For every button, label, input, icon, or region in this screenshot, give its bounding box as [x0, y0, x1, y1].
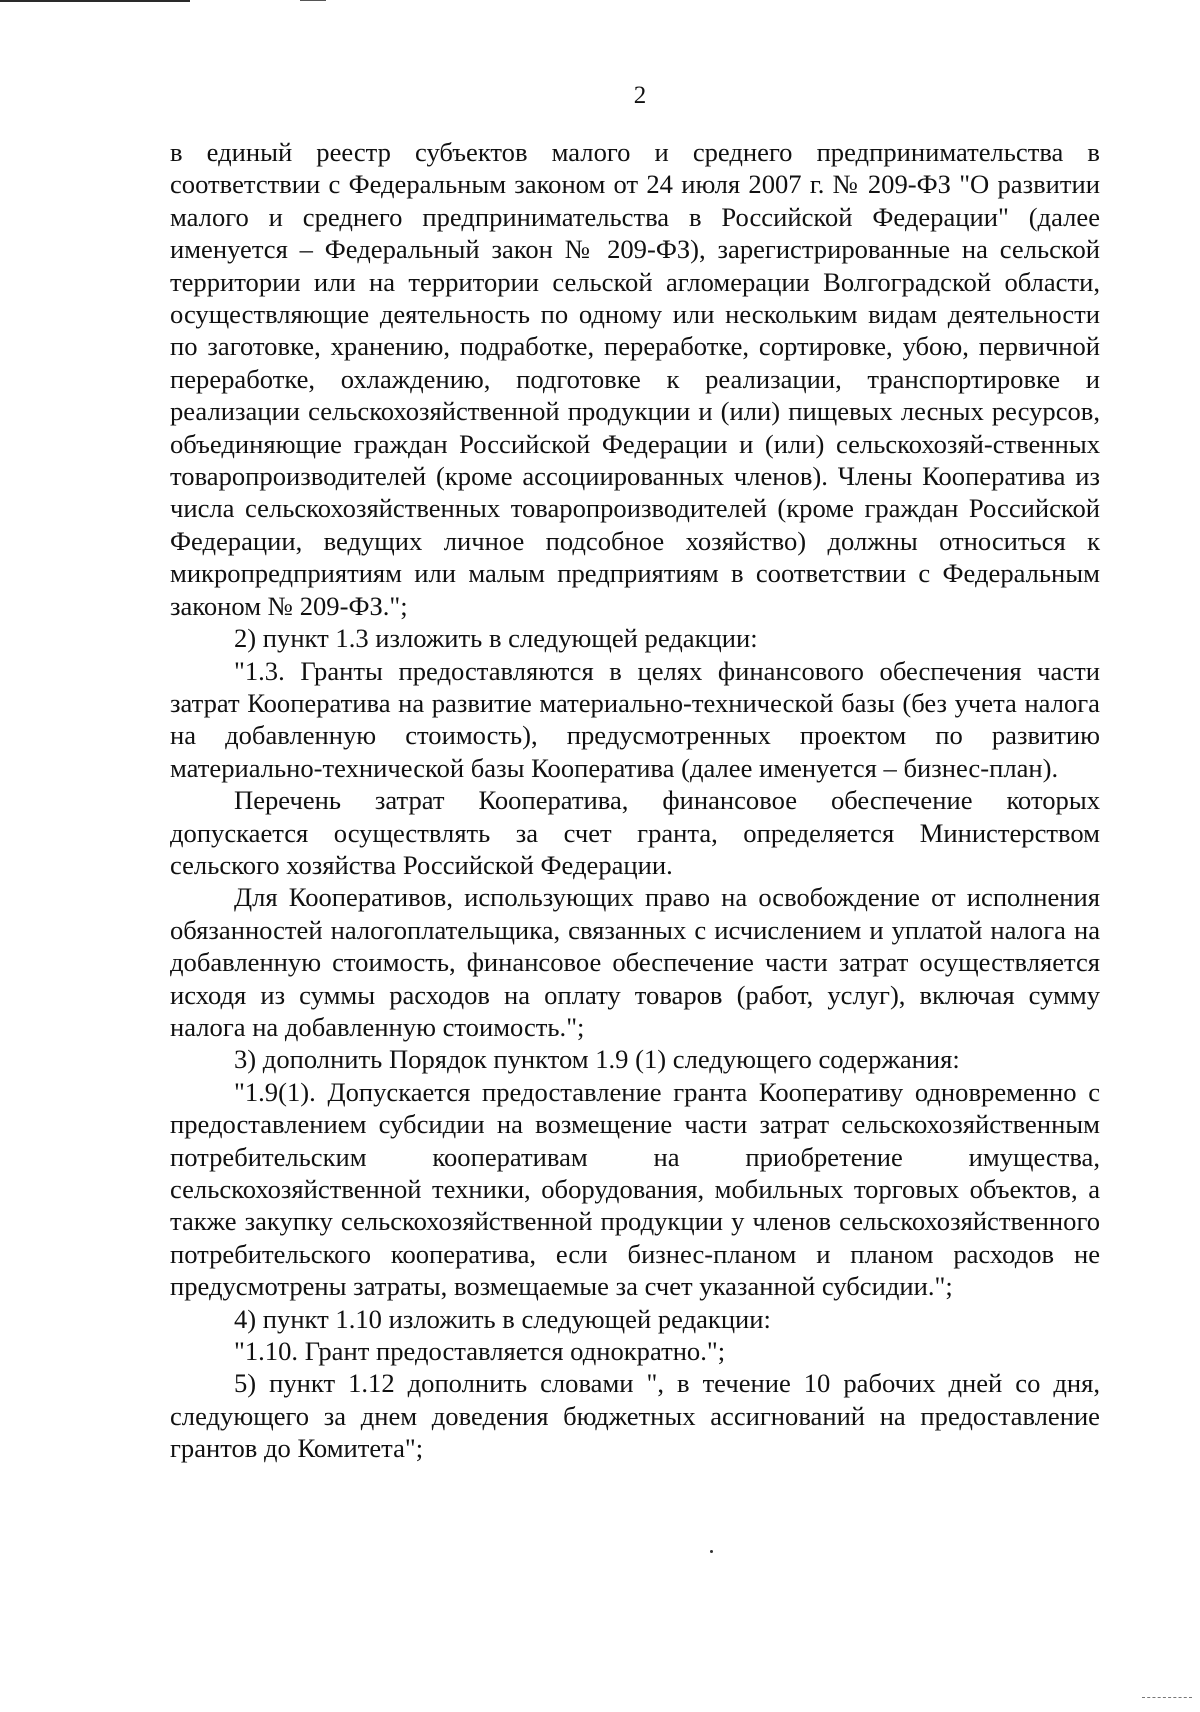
paragraph-item-4: 4) пункт 1.10 изложить в следующей редакции: [234, 1303, 771, 1334]
paragraph-item-2: 2) пункт 1.3 изложить в следующей редакции: [234, 623, 758, 654]
paragraph-cost-list: Перечень затрат Кооператива, финансовое обеспечение которых допускается осуществлять за счет гранта, определяется Министерством сельского хозяйства Российской Федерации. [170, 785, 1100, 880]
paragraph-vat-exemption: Для Кооперативов, использующих право на освобождение от исполнения обязанностей налогоплательщика, связанных с исчислением и уплатой налога на добавленную стоимость, финансовое обеспечение части затрат осуществляется исходя из суммы расходов на оплату товаров (работ, услуг), включая сумму налога на добавленную стоимость."; [170, 882, 1100, 1042]
paragraph-item-5: 5) пункт 1.12 дополнить словами ", в течение 10 рабочих дней со дня, следующего за днем доведения бюджетных ассигнований на предоставление грантов до Комитета"; [170, 1368, 1100, 1464]
paragraph-clause-1-3: "1.3. Гранты предоставляются в целях финансового обеспечения части затрат Кооператива на развитие материально-технической базы (без учета налога на добавленную стоимость), предусмотренных проектом по развитию материально-технической базы Кооператива (далее именуется – бизнес-план). [170, 655, 1100, 783]
paragraph-clause-1-9-1: "1.9(1). Допускается предоставление гранта Кооперативу одновременно с предоставлением субсидии на возмещение части затрат сельскохозяйственным потребительским кооперативам на приобретение имущества, сельскохозяйственной техники, оборудования, мобильных торговых объектов, а также закупку сельскохозяйственной продукции у членов сельскохозяйственного потребительского кооператива, если бизнес-планом и планом расходов не предусмотрены затраты, возмещаемые за счет указанной субсидии."; [170, 1076, 1100, 1302]
paragraph-clause-1-10: "1.10. Грант предоставляется однократно."; [234, 1336, 726, 1367]
page-number: 2 [633, 82, 647, 109]
scan-dot [710, 1550, 713, 1553]
paragraph-registry-continuation: в единый реестр субъектов малого и среднего предпринимательства в соответствии с Федеральным законом от 24 июля 2007 г. № 209-ФЗ "О развитии малого и среднего предпринимательства в Российской Федерации" (далее именуется – Федеральный закон № 209-ФЗ), зарегистрированные на сельской территории или на территории сельской агломерации Волгоградской области, осуществляющие деятельность по одному или нескольким видам деятельности по заготовке, хранению, подработке, переработке, сортировке, убою, первичной переработке, охлаждению, подготовке к реализации, транспортировке и реализации сельскохозяйственной продукции и (или) пищевых лесных ресурсов, объединяющие граждан Российской Федерации и (или) сельскохозяй-ственных товаропроизводителей (кроме ассоциированных членов). Члены Кооператива из числа сельскохозяйственных товаропроизводителей (кроме граждан Российской Федерации, ведущих личное подсобное хозяйство) должны относиться к микропредприятиям или малым предприятиям в соответствии с Федеральным законом № 209-ФЗ."; [170, 137, 1100, 621]
scan-corner-mark [1142, 1697, 1192, 1702]
paragraph-item-3: 3) дополнить Порядок пунктом 1.9 (1) следующего содержания: [234, 1044, 960, 1075]
scan-edge-mark [300, 0, 326, 1]
document-body [170, 136, 1100, 1465]
scan-edge-line [0, 0, 190, 2]
